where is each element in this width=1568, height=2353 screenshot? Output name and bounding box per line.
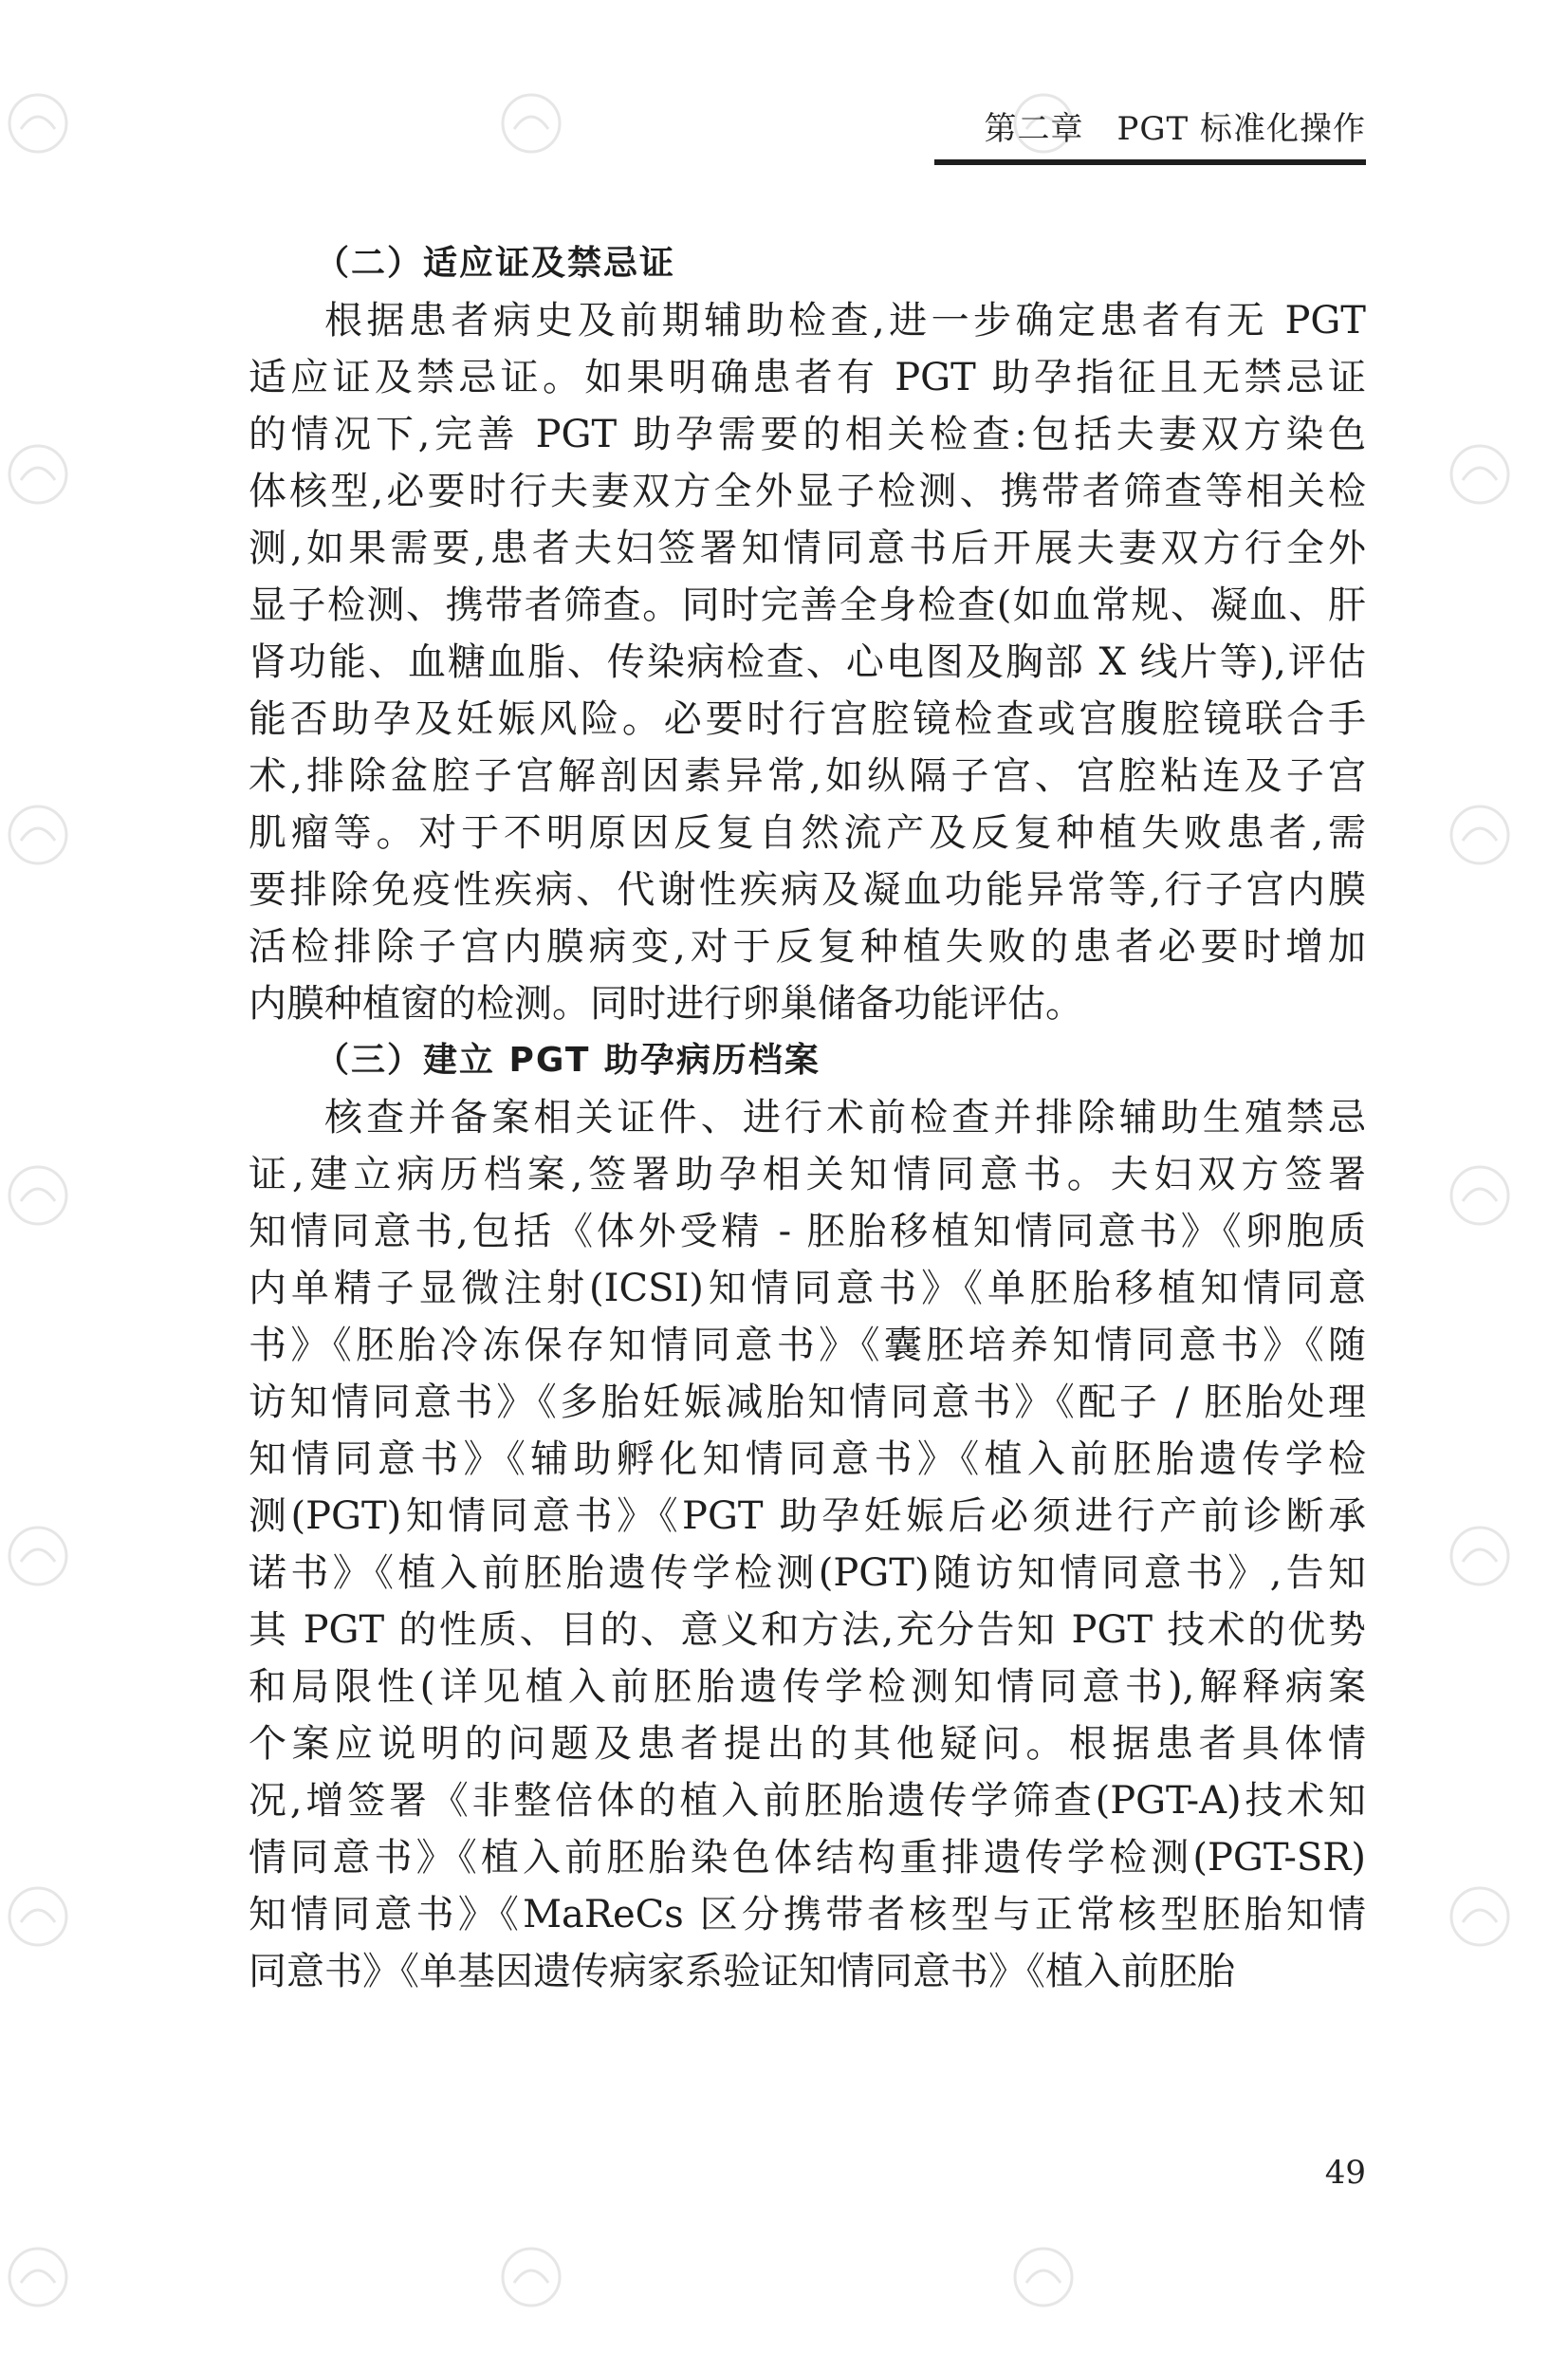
watermark-seal-mark bbox=[1463, 828, 1497, 841]
watermark-seal bbox=[9, 1528, 66, 1584]
watermark-seal bbox=[1015, 2249, 1072, 2306]
text-line: 根据患者病史及前期辅助检查,进一步确定患者有无 PGT bbox=[324, 299, 1366, 343]
watermark-seal bbox=[503, 95, 560, 152]
text-line: 内膜种植窗的检测。同时进行卵巢储备功能评估。 bbox=[249, 982, 1083, 1026]
watermark-seal-mark bbox=[21, 117, 55, 129]
text-line: 同意书》《单基因遗传病家系验证知情同意书》《植入前胚胎 bbox=[249, 1950, 1235, 1993]
watermark-seal-mark bbox=[21, 1189, 55, 1201]
text-line: 测,如果需要,患者夫妇签署知情同意书后开展夫妻双方行全外 bbox=[249, 527, 1366, 570]
watermark-seal bbox=[1451, 1167, 1508, 1224]
text-line: 个案应说明的问题及患者提出的其他疑问。根据患者具体情 bbox=[249, 1722, 1366, 1766]
text-line: 诺书》《植入前胚胎遗传学检测(PGT)随访知情同意书》,告知 bbox=[249, 1551, 1366, 1595]
text-line: 体核型,必要时行夫妻双方全外显子检测、携带者筛查等相关检 bbox=[249, 470, 1366, 513]
watermark-seal bbox=[9, 1888, 66, 1945]
text-line: 书》《胚胎冷冻保存知情同意书》《囊胚培养知情同意书》《随 bbox=[249, 1324, 1366, 1367]
running-header: 第二章 PGT 标准化操作 bbox=[984, 110, 1366, 148]
paragraph-indications bbox=[249, 292, 1366, 1032]
section-heading-records: （三）建立 PGT 助孕病历档案 bbox=[315, 1041, 821, 1080]
watermark-seal-mark bbox=[1463, 468, 1497, 480]
text-line: 活检排除子宫内膜病变,对于反复种植失败的患者必要时增加 bbox=[249, 925, 1366, 969]
watermark-seal-mark bbox=[21, 2270, 55, 2283]
text-line: 测(PGT)知情同意书》《PGT 助孕妊娠后必须进行产前诊断承 bbox=[249, 1494, 1366, 1538]
text-line: 肾功能、血糖血脂、传染病检查、心电图及胸部 X 线片等),评估 bbox=[249, 640, 1366, 684]
watermark-seal-mark bbox=[514, 2270, 548, 2283]
text-line: 和局限性(详见植入前胚胎遗传学检测知情同意书),解释病案 bbox=[249, 1665, 1366, 1709]
text-line: 核查并备案相关证件、进行术前检查并排除辅助生殖禁忌 bbox=[324, 1096, 1366, 1139]
text-line: 况,增签署《非整倍体的植入前胚胎遗传学筛查(PGT-A)技术知 bbox=[249, 1779, 1366, 1823]
text-line: 能否助孕及妊娠风险。必要时行宫腔镜检查或宫腹腔镜联合手 bbox=[249, 697, 1366, 741]
watermark-seal bbox=[9, 446, 66, 503]
watermark-seal-mark bbox=[1463, 1549, 1497, 1562]
text-line: 的情况下,完善 PGT 助孕需要的相关检查:包括夫妻双方染色 bbox=[249, 413, 1366, 456]
watermark-seal-mark bbox=[21, 1549, 55, 1562]
watermark-seal-mark bbox=[514, 117, 548, 129]
body-text bbox=[249, 235, 1366, 2000]
text-line: 证,建立病历档案,签署助孕相关知情同意书。夫妇双方签署 bbox=[249, 1153, 1366, 1196]
paragraph-records bbox=[249, 1089, 1366, 2000]
text-line: 内单精子显微注射(ICSI)知情同意书》《单胚胎移植知情同意 bbox=[249, 1267, 1366, 1310]
watermark-seal bbox=[9, 1167, 66, 1224]
text-line: 知情同意书》《MaReCs 区分携带者核型与正常核型胚胎知情 bbox=[249, 1893, 1366, 1936]
watermark-seal bbox=[9, 806, 66, 863]
watermark-seal bbox=[9, 2249, 66, 2306]
header-rule bbox=[934, 159, 1366, 165]
section-heading-indications: （二）适应证及禁忌证 bbox=[315, 244, 676, 283]
watermark-seal-mark bbox=[1463, 1189, 1497, 1201]
text-line: 显子检测、携带者筛查。同时完善全身检查(如血常规、凝血、肝 bbox=[249, 584, 1366, 627]
text-line: 适应证及禁忌证。如果明确患者有 PGT 助孕指征且无禁忌证 bbox=[249, 356, 1366, 399]
watermark-seal-mark bbox=[1463, 1910, 1497, 1922]
watermark-seal-mark bbox=[21, 1910, 55, 1922]
text-line: 知情同意书》《辅助孵化知情同意书》《植入前胚胎遗传学检 bbox=[249, 1437, 1366, 1481]
text-line: 术,排除盆腔子宫解剖因素异常,如纵隔子宫、宫腔粘连及子宫 bbox=[249, 754, 1366, 798]
text-line: 情同意书》《植入前胚胎染色体结构重排遗传学检测(PGT-SR) bbox=[249, 1836, 1366, 1880]
page-number: 49 bbox=[1324, 2154, 1366, 2192]
watermark-seal-mark bbox=[21, 828, 55, 841]
text-line: 访知情同意书》《多胎妊娠减胎知情同意书》《配子 / 胚胎处理 bbox=[249, 1380, 1366, 1424]
text-line: 知情同意书,包括《体外受精 - 胚胎移植知情同意书》《卵胞质 bbox=[249, 1210, 1366, 1253]
watermark-seal bbox=[503, 2249, 560, 2306]
watermark-seal bbox=[1451, 1528, 1508, 1584]
watermark-seal bbox=[1451, 806, 1508, 863]
watermark-seal bbox=[1451, 446, 1508, 503]
watermark-seal-mark bbox=[1026, 2270, 1061, 2283]
watermark-seal-mark bbox=[21, 468, 55, 480]
watermark-seal bbox=[9, 95, 66, 152]
text-line: 其 PGT 的性质、目的、意义和方法,充分告知 PGT 技术的优势 bbox=[249, 1608, 1366, 1652]
text-line: 要排除免疫性疾病、代谢性疾病及凝血功能异常等,行子宫内膜 bbox=[249, 868, 1366, 912]
text-line: 肌瘤等。对于不明原因反复自然流产及反复种植失败患者,需 bbox=[249, 811, 1366, 855]
watermark-seal bbox=[1451, 1888, 1508, 1945]
